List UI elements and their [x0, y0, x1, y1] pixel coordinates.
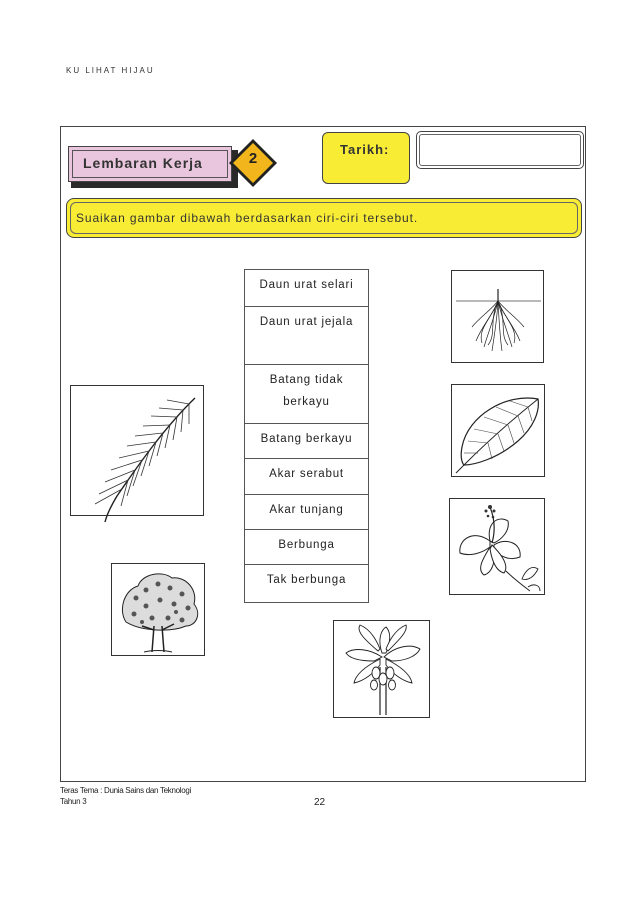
papaya-plant-picture[interactable] — [333, 620, 430, 718]
feature-cell: Akar tunjang — [245, 495, 368, 530]
fibrous-root-picture[interactable] — [451, 270, 544, 363]
hibiscus-flower-picture[interactable] — [449, 498, 545, 595]
feature-table — [244, 269, 369, 603]
date-label: Tarikh: — [340, 142, 390, 157]
worksheet-title: Lembaran Kerja — [83, 155, 203, 171]
worksheet-title-box — [68, 146, 232, 182]
fibrous-root-icon — [452, 271, 545, 364]
date-field[interactable] — [416, 131, 584, 169]
page-number: 22 — [314, 797, 326, 808]
feature-cell: Berbunga — [245, 530, 368, 565]
worksheet-number: 2 — [248, 150, 258, 167]
feature-cell: Batang berkayu — [245, 424, 368, 459]
feature-cell: Akar serabut — [245, 459, 368, 495]
feature-cell: Daun urat selari — [245, 270, 368, 307]
palm-leaf-picture[interactable] — [70, 385, 204, 516]
feature-cell: Tak berbunga — [266, 574, 347, 586]
papaya-plant-icon — [334, 621, 431, 719]
tree-icon — [112, 564, 206, 657]
feature-cell: Batang tidak berkayu — [245, 365, 368, 424]
palm-leaf-icon — [71, 386, 205, 526]
tree-picture[interactable] — [111, 563, 205, 656]
instruction-text: Suaikan gambar dibawah berdasarkan ciri-ciri tersebut. — [76, 211, 419, 225]
footer-year: Tahun 3 — [60, 797, 87, 806]
hibiscus-flower-icon — [450, 499, 546, 596]
net-veined-leaf-icon — [452, 385, 546, 478]
footer-theme: Teras Tema : Dunia Sains dan Teknologi — [60, 786, 192, 795]
feature-cell: Daun urat jejala — [245, 307, 368, 365]
date-label-box — [322, 132, 410, 184]
header-text: KU LIHAT HIJAU — [66, 66, 155, 75]
net-veined-leaf-picture[interactable] — [451, 384, 545, 477]
